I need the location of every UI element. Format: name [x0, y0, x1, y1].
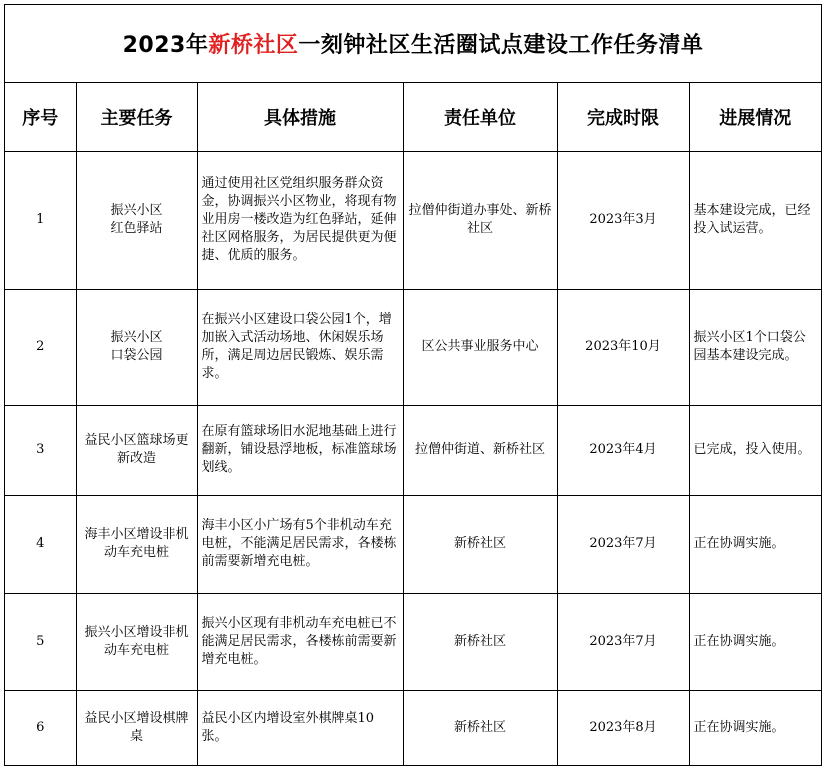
table-row	[5, 405, 821, 495]
cell-measure: 在原有篮球场旧水泥地基础上进行翻新，铺设悬浮地板，标准篮球场划线。	[197, 405, 403, 495]
cell-progress: 正在协调实施。	[689, 593, 821, 690]
header-no: 序号	[5, 83, 76, 151]
table-row	[5, 495, 821, 593]
task-list-sheet	[4, 4, 822, 766]
title-prefix: 2023年	[122, 33, 209, 58]
header-measure: 具体措施	[197, 83, 403, 151]
cell-task: 益民小区增设棋牌桌	[76, 690, 197, 765]
cell-deadline: 2023年10月	[557, 289, 689, 405]
table-row	[5, 593, 821, 690]
cell-task: 海丰小区增设非机动车充电桩	[76, 495, 197, 593]
cell-deadline: 2023年3月	[557, 151, 689, 289]
cell-progress: 已完成，投入使用。	[689, 405, 821, 495]
cell-no: 2	[5, 289, 76, 405]
cell-measure: 益民小区内增设室外棋牌桌10张。	[197, 690, 403, 765]
cell-task: 益民小区篮球场更新改造	[76, 405, 197, 495]
cell-unit: 新桥社区	[403, 495, 557, 593]
cell-deadline: 2023年7月	[557, 495, 689, 593]
cell-deadline: 2023年7月	[557, 593, 689, 690]
cell-no: 4	[5, 495, 76, 593]
cell-no: 6	[5, 690, 76, 765]
cell-unit: 区公共事业服务中心	[403, 289, 557, 405]
cell-unit: 新桥社区	[403, 593, 557, 690]
task-table	[5, 83, 821, 765]
page-title	[5, 5, 821, 83]
cell-task: 振兴小区 红色驿站	[76, 151, 197, 289]
cell-measure: 在振兴小区建设口袋公园1个，增加嵌入式活动场地、休闲娱乐场所，满足周边居民锻炼、娱乐需求。	[197, 289, 403, 405]
table-row	[5, 289, 821, 405]
cell-task: 振兴小区 口袋公园	[76, 289, 197, 405]
cell-no: 5	[5, 593, 76, 690]
table-row	[5, 151, 821, 289]
cell-progress: 正在协调实施。	[689, 495, 821, 593]
cell-deadline: 2023年8月	[557, 690, 689, 765]
cell-progress: 正在协调实施。	[689, 690, 821, 765]
cell-measure: 振兴小区现有非机动车充电桩已不能满足居民需求，各楼栋前需要新增充电桩。	[197, 593, 403, 690]
header-progress: 进展情况	[689, 83, 821, 151]
table-header-row	[5, 83, 821, 151]
title-suffix: 一刻钟社区生活圈试点建设工作任务清单	[298, 33, 704, 58]
header-deadline: 完成时限	[557, 83, 689, 151]
header-unit: 责任单位	[403, 83, 557, 151]
cell-progress: 基本建设完成，已经投入试运营。	[689, 151, 821, 289]
header-task: 主要任务	[76, 83, 197, 151]
cell-unit: 新桥社区	[403, 690, 557, 765]
cell-unit: 拉僧仲街道办事处、新桥社区	[403, 151, 557, 289]
cell-measure: 海丰小区小广场有5个非机动车充电桩，不能满足居民需求，各楼栋前需要新增充电桩。	[197, 495, 403, 593]
cell-task: 振兴小区增设非机动车充电桩	[76, 593, 197, 690]
table-row	[5, 690, 821, 765]
cell-no: 3	[5, 405, 76, 495]
cell-measure: 通过使用社区党组织服务群众资金，协调振兴小区物业，将现有物业用房一楼改造为红色驿站，延伸社区网格服务，为居民提供更为便捷、优质的服务。	[197, 151, 403, 289]
cell-unit: 拉僧仲街道、新桥社区	[403, 405, 557, 495]
cell-deadline: 2023年4月	[557, 405, 689, 495]
cell-no: 1	[5, 151, 76, 289]
cell-progress: 振兴小区1个口袋公园基本建设完成。	[689, 289, 821, 405]
title-highlight: 新桥社区	[208, 33, 299, 58]
